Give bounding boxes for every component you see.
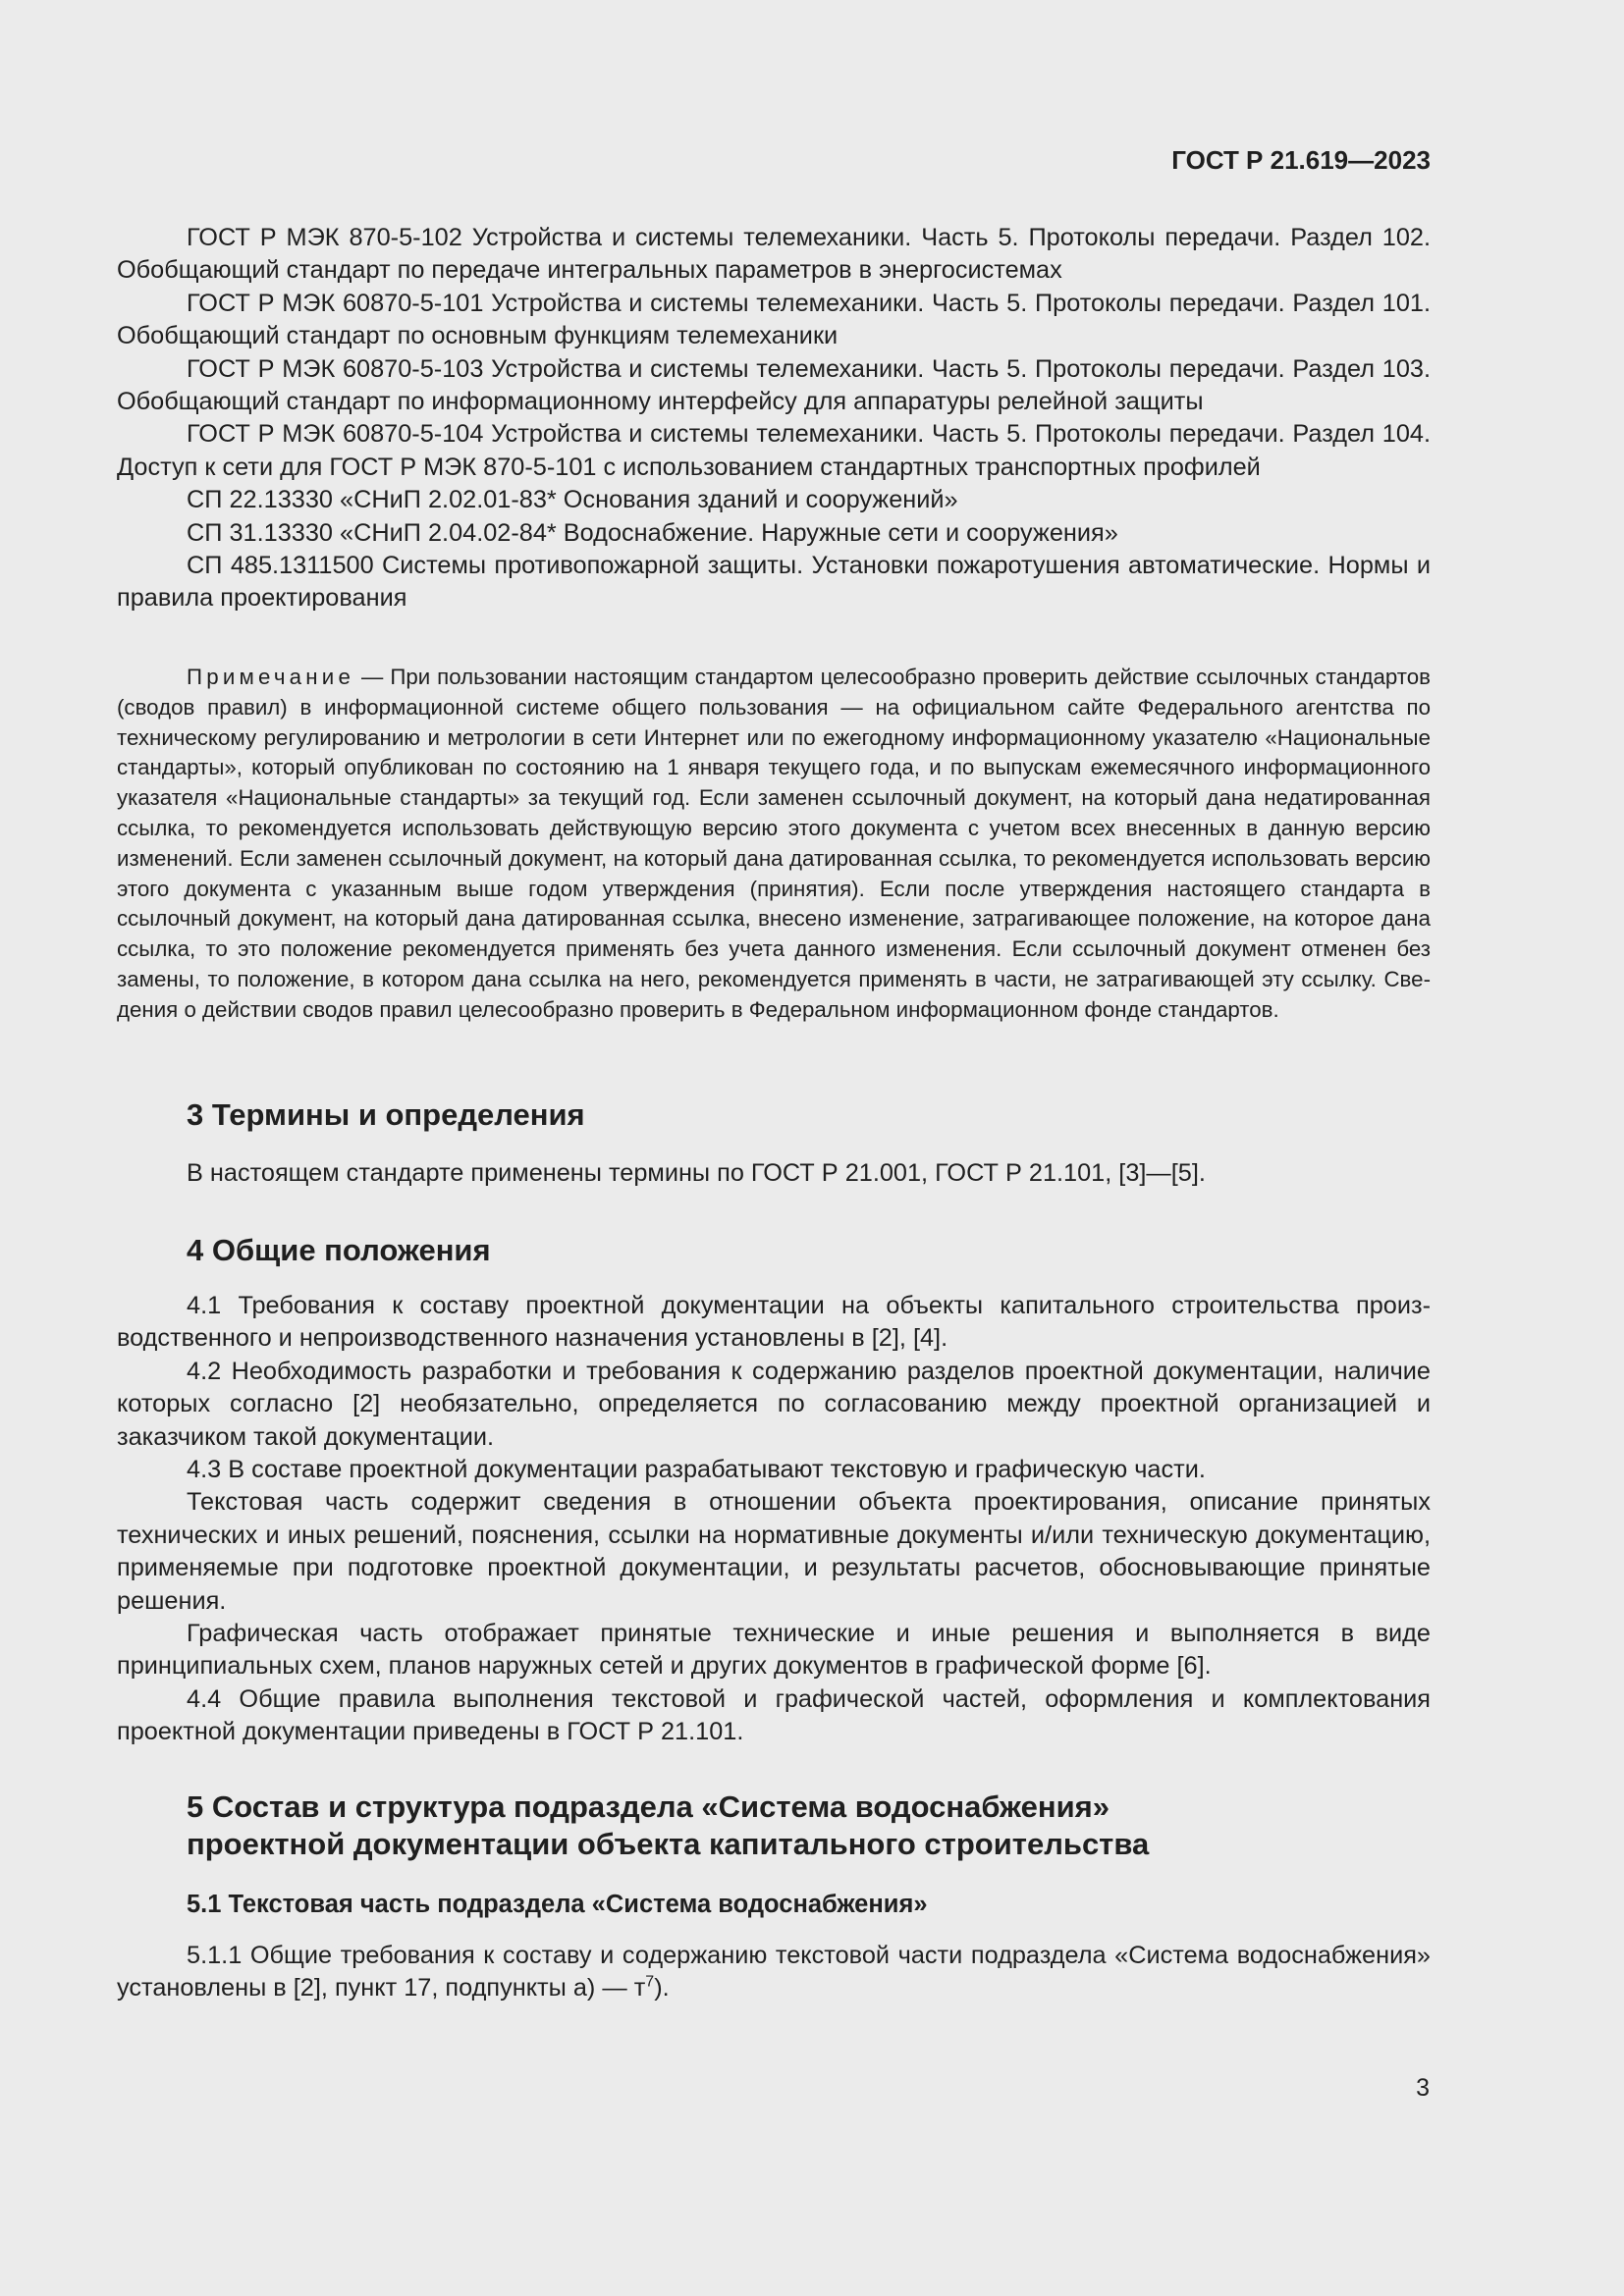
section-4-paragraph: 4.1 Требования к составу проектной документации на объекты капитального строительства производственного и непроизводственного назначения установлены в [2], [4]. [117, 1292, 1431, 1353]
paragraph-5-1-1 [117, 1940, 1431, 2005]
paragraph-5-1-1-end: ). [654, 1974, 670, 2002]
section-3-heading: 3 Термины и определения [187, 1097, 585, 1132]
subsection-5-1-heading: 5.1 Текстовая часть подраздела «Система водоснабжения» [187, 1891, 928, 1918]
document-code-header: ГОСТ Р 21.619—2023 [1171, 145, 1431, 175]
reference-item: СП 22.13330 «СНиП 2.02.01-83* Основания зданий и сооружений» [187, 486, 958, 514]
subsection-5-1-body [117, 1940, 1431, 2005]
section-5-heading-line-2: проектной документации объекта капитального строительства [187, 1827, 1150, 1861]
references-note [117, 663, 1431, 1026]
section-4-paragraph: Графическая часть отображает принятые технические и иные решения и выполняется в виде принципиальных схем, планов наружных сетей и других документов в графической форме [6]. [117, 1620, 1431, 1681]
normative-references-list [117, 222, 1431, 615]
section-4-heading: 4 Общие положения [187, 1233, 491, 1267]
section-4-paragraph: 4.2 Необходимость разработки и требования к содержанию разделов проектной документации, наличие которых согласно [2] необязательно, определяется по согласованию между проектной организацией и заказчиком такой документации. [117, 1357, 1431, 1451]
section-3-paragraph: В настоящем стандарте применены термины по ГОСТ Р 21.001, ГОСТ Р 21.101, [3]—[5]. [187, 1159, 1206, 1187]
section-5-heading [187, 1789, 1431, 1863]
note-label: Примечание [187, 665, 355, 689]
reference-item: СП 31.13330 «СНиП 2.04.02-84* Водоснабжение. Наружные сети и сооружения» [187, 518, 1118, 547]
reference-item: ГОСТ Р МЭК 60870-5-104 Устройства и системы телемеханики. Часть 5. Протоколы передачи. Раздел 104. Доступ к сети для ГОСТ Р МЭК 870-5-101 с использованием стандартных транспортных профилей [117, 420, 1431, 481]
section-4-body [117, 1290, 1431, 1749]
section-3-body [117, 1157, 1431, 1190]
reference-item: ГОСТ Р МЭК 60870-5-103 Устройства и системы телемеханики. Часть 5. Протоколы передачи. Раздел 103. Обобщающий стандарт по информационному интерфейсу для аппаратуры релейной защиты [117, 354, 1431, 416]
note-text: — При пользовании настоящим стандартом целесообразно проверить действие ссылочных стандартов (сводов правил) в информационной системе общего пользования — на официальном сайте Федерального агентства по техническому регулированию и метрологии в сети Интернет или по ежегодному информационному указателю «Национальные стандарты», который опубликован по состоянию на 1 января текущего года, и по выпускам ежемесячного информационного указателя «Национальные стандарты» за текущий год. Если заменен ссылочный документ, на который дана недатированная ссылка, то рекомендуется использовать действующую версию этого документа с учетом всех внесенных в данную версию изменений. Если заменен ссылочный документ, на который дана датированная ссылка, то рекомендуется использовать версию этого документа с указанным выше годом утверждения (принятия). Если после утверждения настоящего стандарта в ссылочный документ, на который дана датированная ссылка, внесено изменение, затрагивающее положение, на которое дана ссылка, то это положение рекомендуется применять без учета данного изменения. Если ссылочный документ отменен без замены, то положение, в котором дана ссылка на него, рекомендуется применять в части, не затрагивающей эту ссылку. Сведения о действии сводов правил целесообразно проверить в Федеральном информационном фонде стандартов. [117, 665, 1431, 1022]
page-number: 3 [1416, 2074, 1430, 2102]
reference-item: СП 485.1311500 Системы противопожарной защиты. Установки пожаротушения автоматические. Нормы и правила проектирования [117, 552, 1431, 613]
paragraph-5-1-1-text: 5.1.1 Общие требования к составу и содержанию текстовой части подраздела «Система водоснабжения» установлены в [2], пункт 17, подпункты а) — т [117, 1942, 1431, 2002]
reference-item: ГОСТ Р МЭК 870-5-102 Устройства и системы телемеханики. Часть 5. Протоколы передачи. Раздел 102. Обобщающий стандарт по передаче интегральных параметров в энергосистемах [117, 224, 1431, 285]
footnote-marker: 7 [645, 1973, 655, 1991]
section-4-paragraph: Текстовая часть содержит сведения в отношении объекта проектирования, описание принятых технических и иных решений, пояснения, ссылки на нормативные документы и/или техническую документацию, применяемые при подготовке проектной документации, и результаты расчетов, обосновывающие принятые решения. [117, 1488, 1431, 1615]
reference-item: ГОСТ Р МЭК 60870-5-101 Устройства и системы телемеханики. Часть 5. Протоколы передачи. Раздел 101. Обобщающий стандарт по основным функциям телемеханики [117, 289, 1431, 350]
section-4-paragraph: 4.3 В составе проектной документации разрабатывают текстовую и графическую части. [187, 1456, 1206, 1484]
section-5-heading-line-1: 5 Состав и структура подраздела «Система водоснабжения» [187, 1789, 1110, 1824]
section-4-paragraph: 4.4 Общие правила выполнения текстовой и графической частей, оформления и комплектования проектной документации приведены в ГОСТ Р 21.101. [117, 1684, 1431, 1746]
